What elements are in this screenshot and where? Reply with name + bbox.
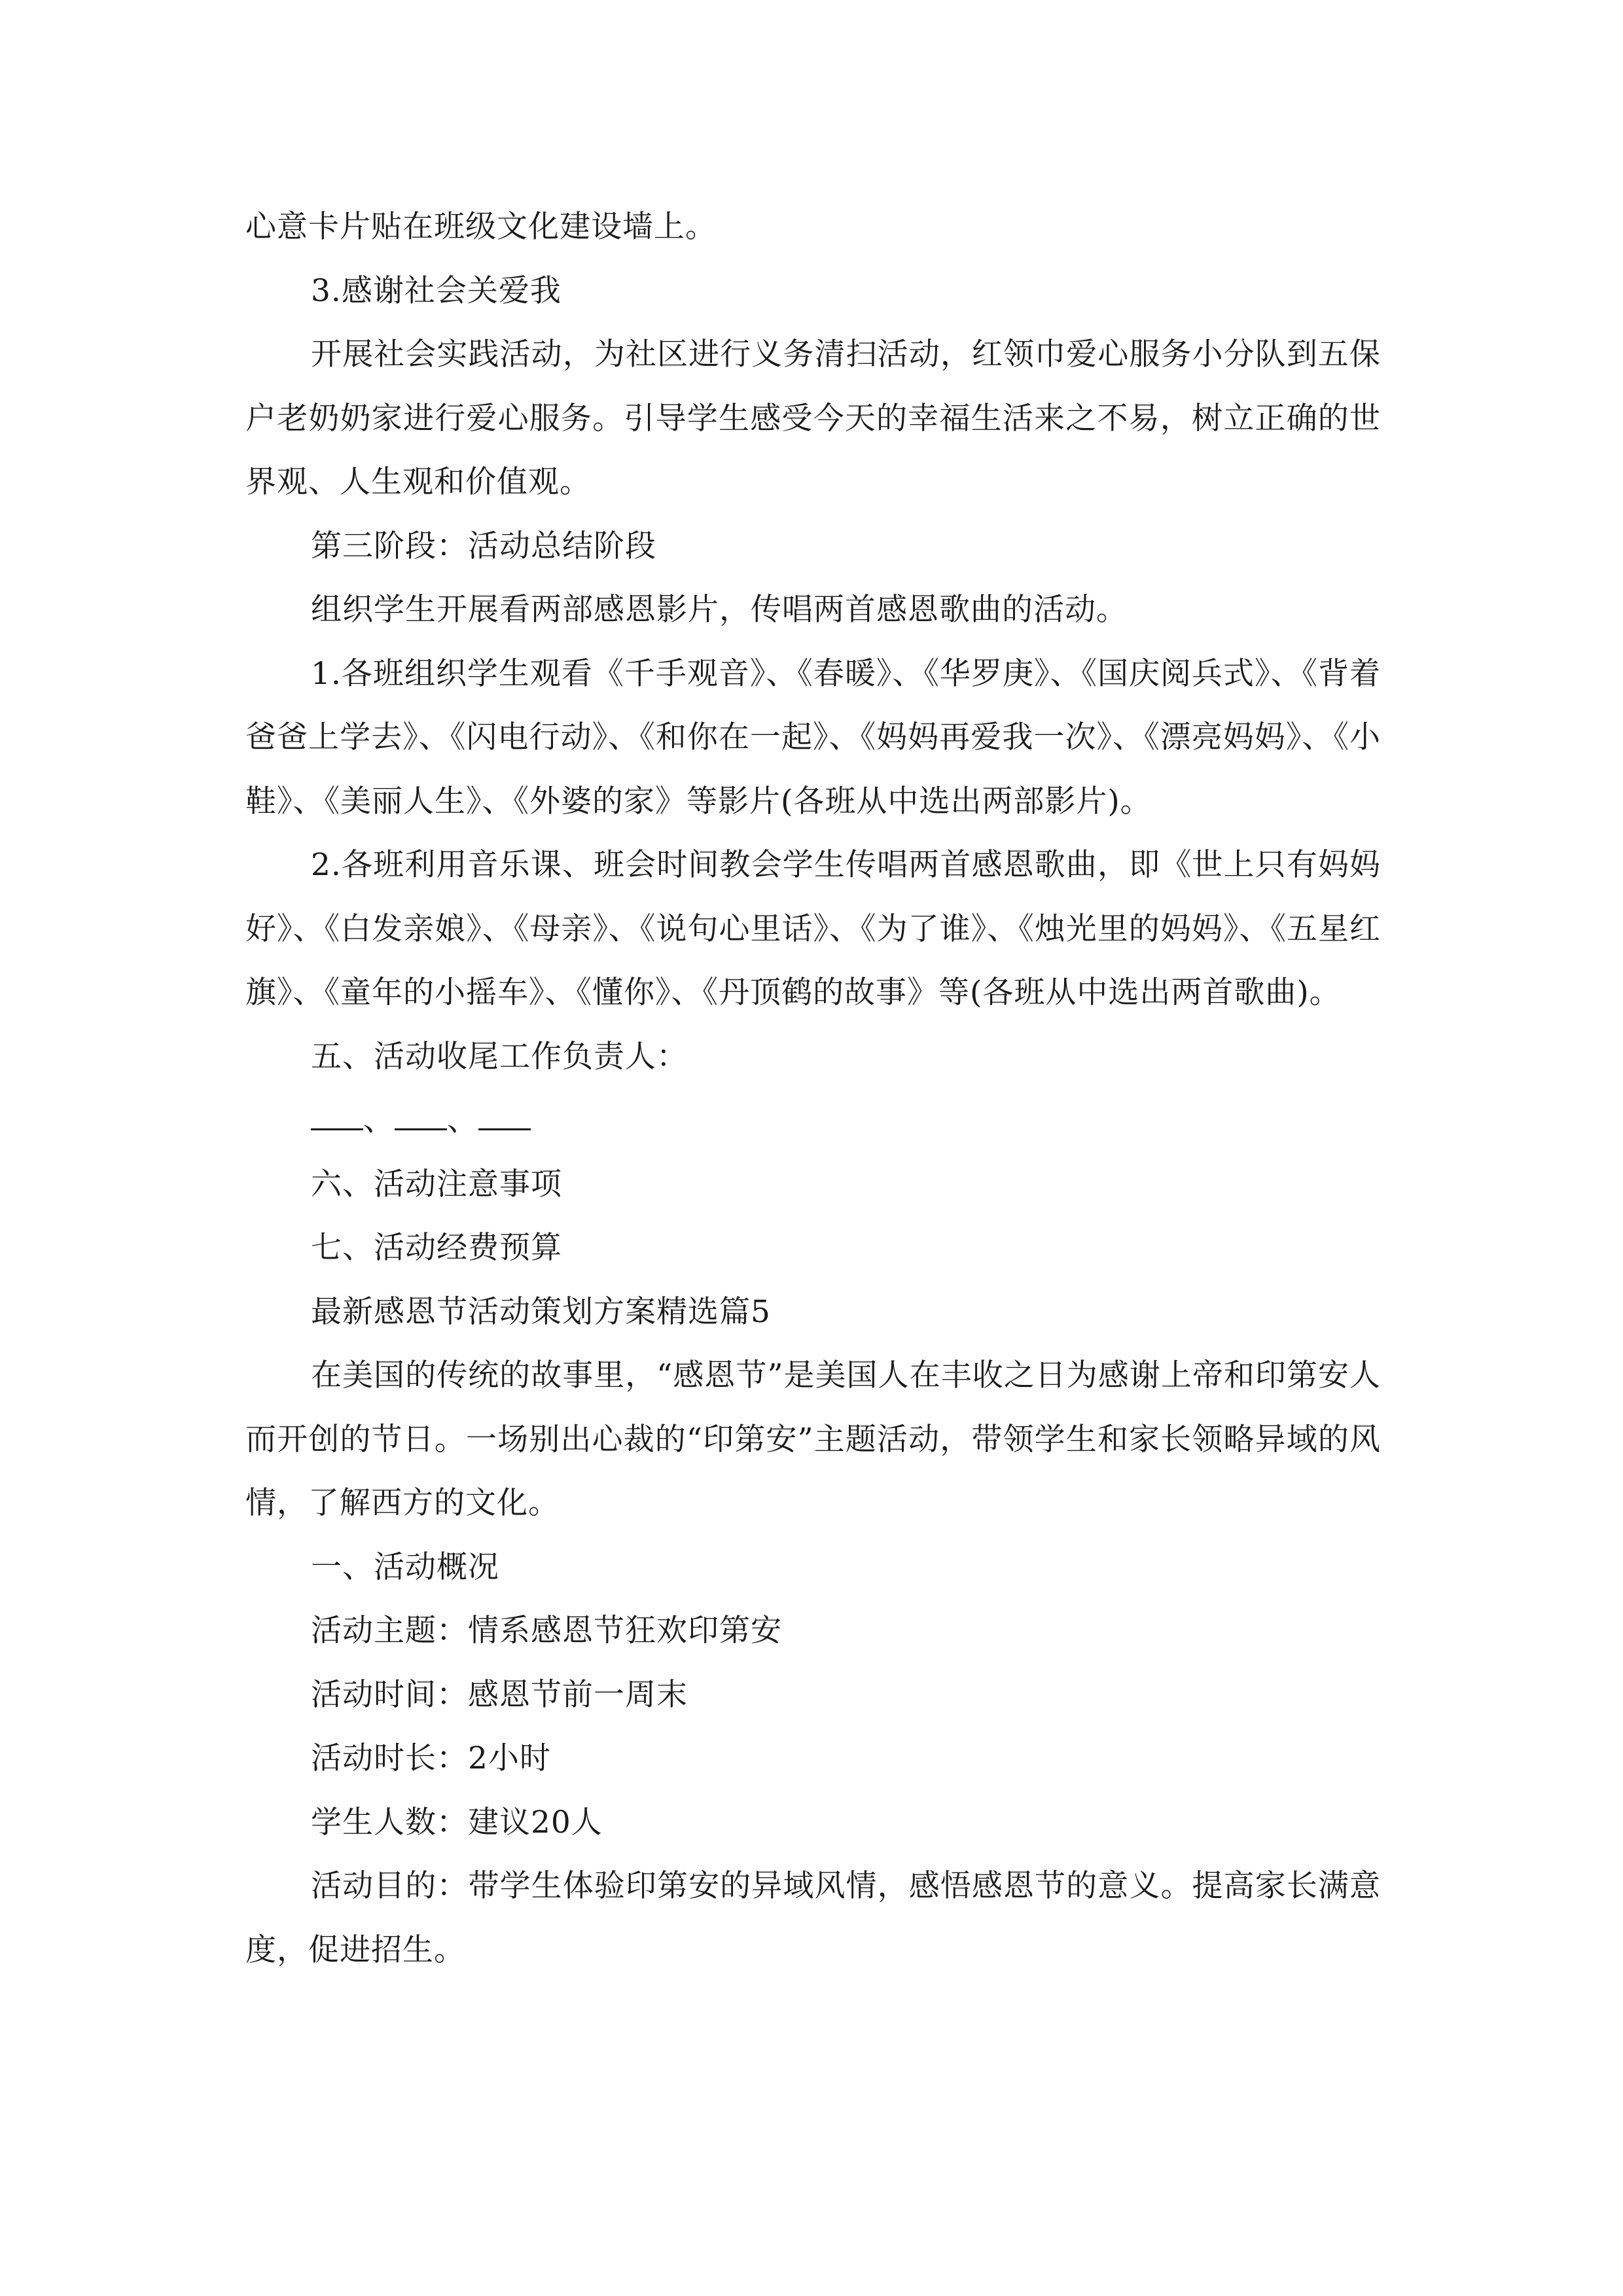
blank-line	[311, 1121, 363, 1130]
separator: 、	[447, 1102, 478, 1138]
info-line: 活动主题：情系感恩节狂欢印第安	[311, 1613, 782, 1649]
document-body	[245, 195, 1381, 1982]
section-heading: 一、活动概况	[311, 1549, 499, 1585]
info-line: 活动时间：感恩节前一周末	[311, 1676, 688, 1713]
paragraph: 组织学生开展看两部感恩影片，传唱两首感恩歌曲的活动。	[311, 592, 1128, 628]
blank-lines	[245, 1088, 1381, 1153]
section-heading: 第三阶段：活动总结阶段	[311, 528, 656, 564]
blank-line	[478, 1121, 531, 1130]
paragraph: 心意卡片贴在班级文化建设墙上。	[245, 209, 717, 245]
section-heading: 3.感谢社会关爱我	[311, 272, 562, 309]
paragraph: 活动目的：带学生体验印第安的异域风情，感悟感恩节的意义。提高家长满意度，促进招生。	[245, 1868, 1381, 1968]
section-heading: 五、活动收尾工作负责人：	[311, 1038, 688, 1075]
separator: 、	[363, 1102, 395, 1138]
paragraph: 在美国的传统的故事里，“感恩节”是美国人在丰收之日为感谢上帝和印第安人而开创的节日。一场别出心裁的“印第安”主题活动，带领学生和家长领略异域的风情，了解西方的文化。	[245, 1357, 1381, 1521]
info-line: 学生人数：建议20人	[311, 1804, 603, 1840]
section-heading: 六、活动注意事项	[311, 1166, 562, 1202]
paragraph: 2.各班利用音乐课、班会时间教会学生传唱两首感恩歌曲，即《世上只有妈妈好》、《白发亲娘》、《母亲》、《说句心里话》、《为了谁》、《烛光里的妈妈》、《五星红旗》、《童年的小摇车》、《懂你》、《丹顶鹤的故事》等(各班从中选出两首歌曲)。	[245, 847, 1381, 1011]
section-heading: 七、活动经费预算	[311, 1230, 562, 1266]
paragraph: 1.各班组织学生观看《千手观音》、《春暖》、《华罗庚》、《国庆阅兵式》、《背着爸爸上学去》、《闪电行动》、《和你在一起》、《妈妈再爱我一次》、《漂亮妈妈》、《小鞋》、《美丽人生》、《外婆的家》等影片(各班从中选出两部影片)。	[245, 655, 1381, 819]
paragraph: 开展社会实践活动，为社区进行义务清扫活动，红领巾爱心服务小分队到五保户老奶奶家进行爱心服务。引导学生感受今天的幸福生活来之不易，树立正确的世界观、人生观和价值观。	[245, 336, 1381, 500]
blank-line	[395, 1121, 447, 1130]
article-title: 最新感恩节活动策划方案精选篇5	[311, 1293, 771, 1330]
info-line: 活动时长：2小时	[311, 1740, 551, 1776]
